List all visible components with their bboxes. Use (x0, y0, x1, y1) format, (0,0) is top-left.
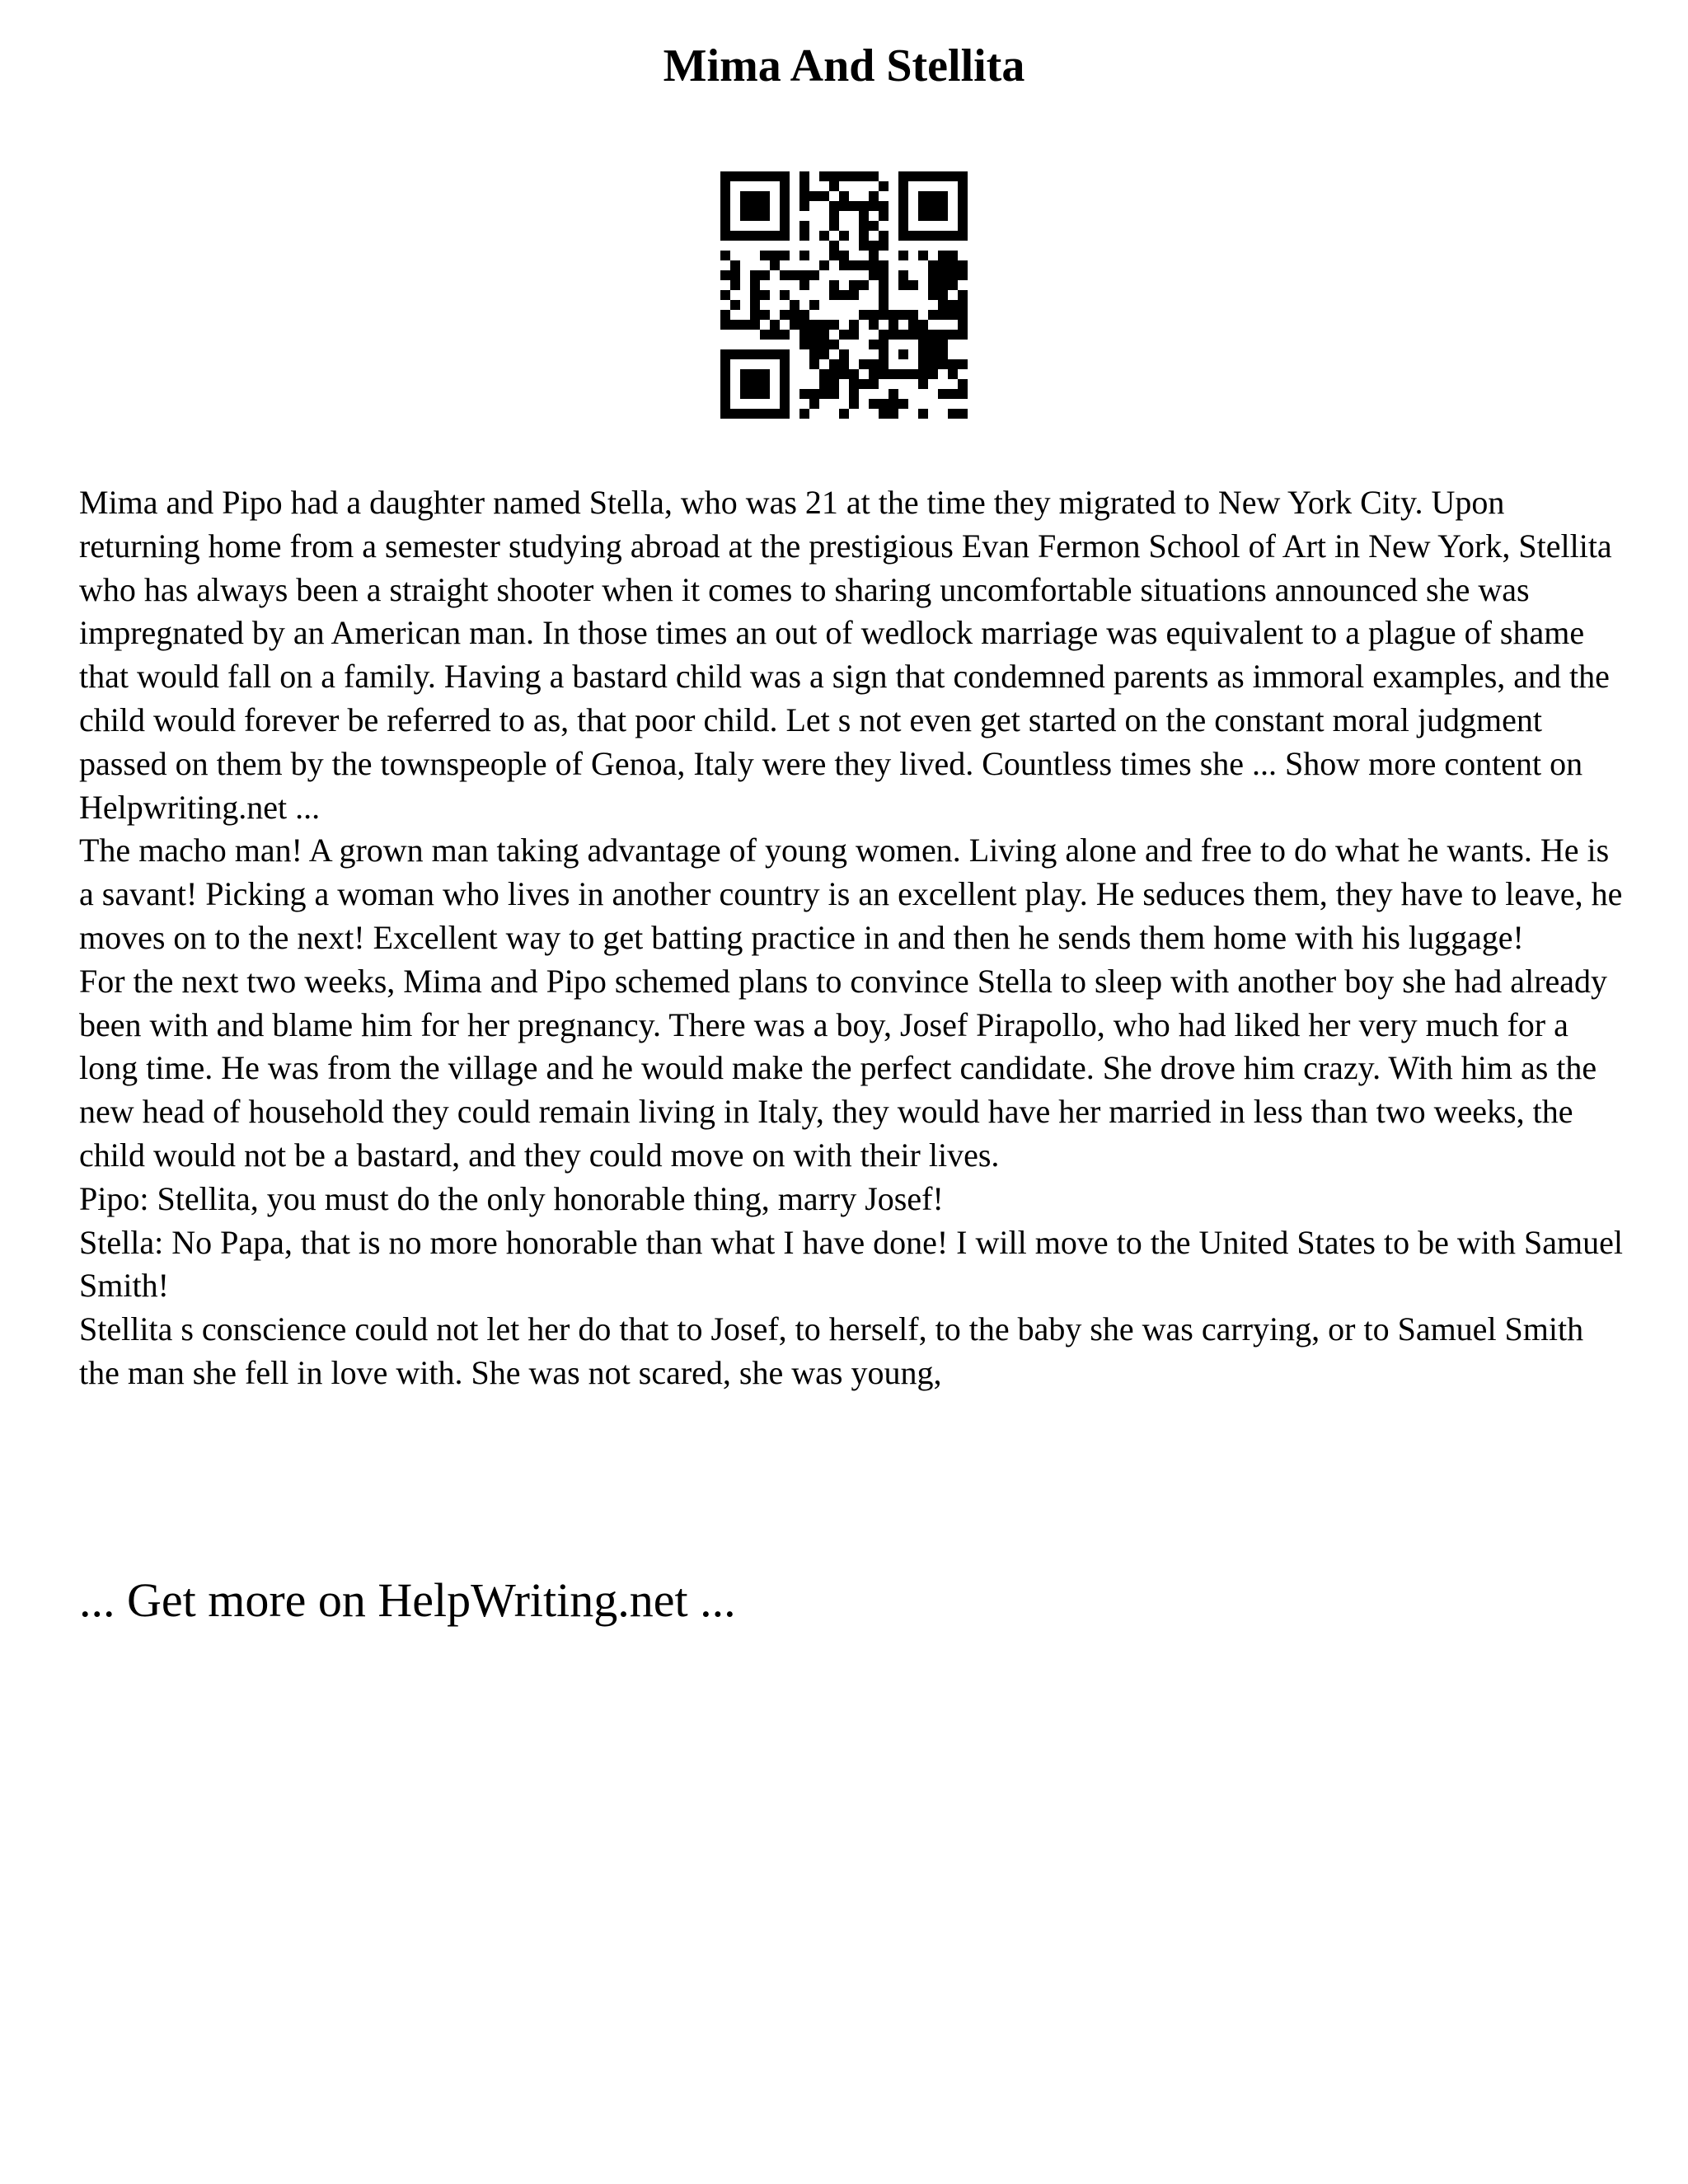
paragraph: The macho man! A grown man taking advantage of young women. Living alone and free to do what he wants. He is a savant! Picking a woman who lives in another country is an excellent play. He seduces them, they have to leave, he moves on to the next! Excellent way to get batting practice in and then he sends them home with his luggage! (79, 832, 1623, 956)
paragraph: Mima and Pipo had a daughter named Stella, who was 21 at the time they migrated to New York City. Upon returning home from a semester studying abroad at the prestigious Evan Fermon School of Art in New York, Stellita who has always been a straight shooter when it comes to sharing uncomfortable situations announced she was impregnated by an American man. In those times an out of wedlock marriage was equivalent to a plague of shame that would fall on a family. Having a bastard child was a sign that condemned parents as immoral examples, and the child would forever be referred to as, that poor child. Let s not even get started on the constant moral judgment passed on them by the townspeople of Genoa, Italy were they lived. Countless times she ... Show more content on Helpwriting.net ... (79, 484, 1612, 826)
get-more-link[interactable]: ... Get more on HelpWriting.net ... (79, 1573, 736, 1627)
article-body (79, 481, 1629, 1395)
paragraph: Stellita s conscience could not let her do that to Josef, to herself, to the baby she was carrying, or to Samuel Smith the man she fell in love with. She was not scared, she was young, (79, 1310, 1584, 1391)
qr-code-icon (720, 171, 968, 419)
paragraph: Stella: No Papa, that is no more honorable than what I have done! I will move to the United States to be with Samuel Smith! (79, 1223, 1623, 1305)
document-title: Mima And Stellita (663, 40, 1025, 91)
paragraph: Pipo: Stellita, you must do the only honorable thing, marry Josef! (79, 1179, 944, 1217)
paragraph: For the next two weeks, Mima and Pipo schemed plans to convince Stella to sleep with another boy she had already been with and blame him for her pregnancy. There was a boy, Josef Pirapollo, who had liked her very much for a long time. He was from the village and he would make the perfect candidate. She drove him crazy. With him as the new head of household they could remain living in Italy, they would have her married in less than two weeks, the child would not be a bastard, and they could move on with their lives. (79, 962, 1608, 1174)
